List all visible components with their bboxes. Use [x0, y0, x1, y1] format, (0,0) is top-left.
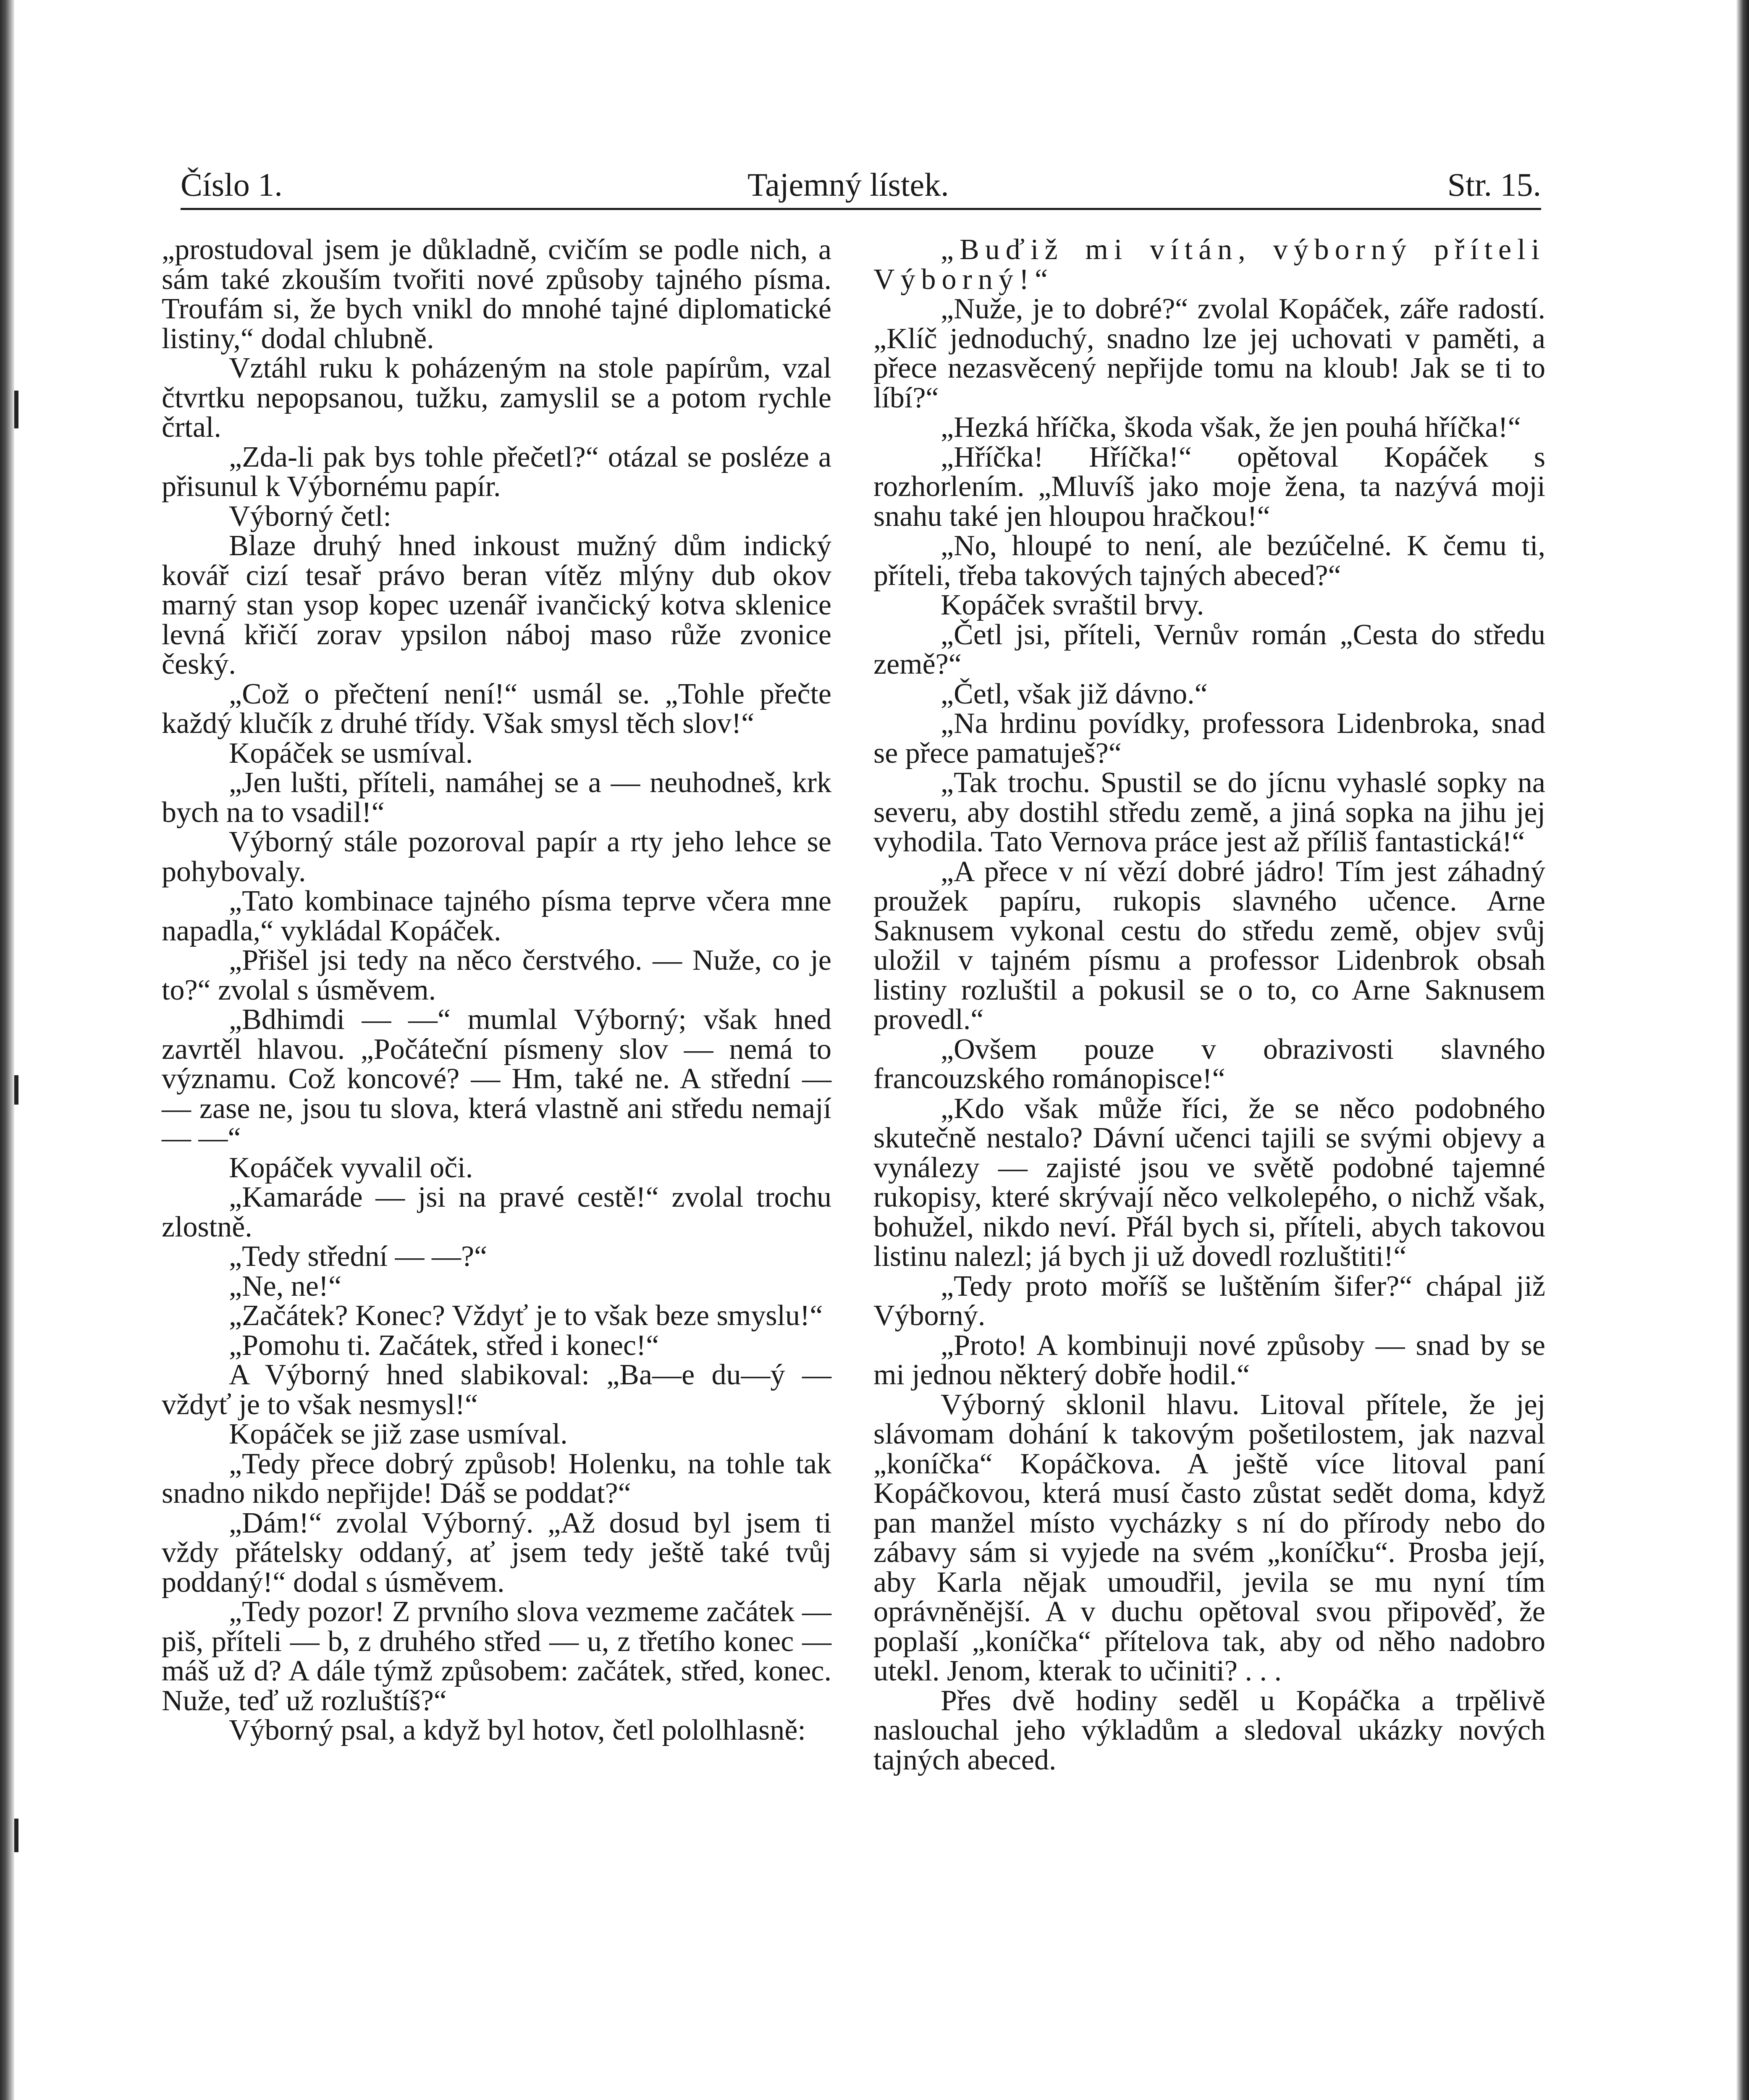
paragraph: „Tak trochu. Spustil se do jícnu vyhaslé sopky na severu, aby dostihl středu země, a jiná sopka na jihu jej vyhodila. Tato Vernova práce jest až příliš fantastická!“: [873, 766, 1545, 858]
paragraph: „A přece v ní vězí dobré jádro! Tím jest záhadný proužek papíru, rukopis slavného učence. Arne Saknusem vykonal cestu do středu země, objev svůj uložil v tajném písmu a professor Lidenbrok obsah listiny rozluštil a pokusil se o to, co Arne Saknusem provedl.“: [873, 855, 1545, 1036]
left-column: [162, 235, 831, 1746]
paragraph: „Ne, ne!“: [229, 1270, 342, 1302]
paragraph: „Četl, však již dávno.“: [941, 677, 1208, 710]
paragraph: Výborný sklonil hlavu. Litoval přítele, že jej slávomam dohání k takovým pošetilostem, jak nazval „koníčka“ Kopáčkova. A ještě více litoval paní Kopáčkovou, která musí často zůstat sedět doma, když pan manžel místo vycházky s ní do přírody nebo do zábavy sám si vyjede na svém „koníčku“. Prosba její, aby Karla nějak umoudřil, jevila se mu nyní tím oprávněnější. A v duchu opětoval svou připověď, že poplaší „koníčka“ přítelova tak, aby od něho nadobro utekl. Jenom, kterak to učiniti? . . .: [873, 1388, 1545, 1687]
paragraph: „Nuže, je to dobré?“ zvolal Kopáček, záře radostí. „Klíč jednoduchý, snadno lze jej uchovati v paměti, a přece nezasvěcený nepřijde tomu na kloub! Jak se ti to líbí?“: [873, 293, 1545, 414]
paragraph: „Zda-li pak bys tohle přečetl?“ otázal se posléze a přisunul k Výbornému papír.: [162, 441, 831, 503]
paragraph: Kopáček vyvalil oči.: [229, 1151, 473, 1184]
scan-edge-left: [0, 0, 14, 2100]
paragraph: Kopáček se usmíval.: [229, 737, 473, 769]
paragraph: „Proto! A kombinuji nové způsoby — snad by se mi jednou některý dobře hodil.“: [873, 1329, 1545, 1391]
paragraph: „Na hrdinu povídky, professora Lidenbroka, snad se přece pamatuješ?“: [873, 707, 1545, 769]
paragraph: „Tedy střední — —?“: [229, 1240, 488, 1273]
paragraph: Kopáček se již zase usmíval.: [229, 1418, 568, 1450]
page-number: Str. 15.: [1447, 166, 1541, 203]
paragraph: „Ovšem pouze v obrazivosti slavného francouzského románopisce!“: [873, 1033, 1545, 1095]
paragraph: „Hříčka! Hříčka!“ opětoval Kopáček s rozhorlením. „Mluvíš jako moje žena, ta nazývá moji snahu také jen hloupou hračkou!“: [873, 441, 1545, 533]
paragraph: „Tato kombinace tajného písma teprve včera mne napadla,“ vykládal Kopáček.: [162, 885, 831, 947]
margin-mark: [14, 1075, 18, 1105]
issue-number: Číslo 1.: [181, 166, 283, 203]
margin-mark: [14, 391, 18, 428]
paragraph: „Což o přečtení není!“ usmál se. „Tohle přečte každý klučík z druhé třídy. Však smysl těch slov!“: [162, 677, 831, 740]
paragraph: „Přišel jsi tedy na něco čerstvého. — Nuže, co je to?“ zvolal s úsměvem.: [162, 944, 831, 1006]
paragraph: Přes dvě hodiny seděl u Kopáčka a trpělivě naslouchal jeho výkladům a sledoval ukázky nových tajných abeced.: [873, 1684, 1545, 1776]
paragraph: „Kdo však může říci, že se něco podobného skutečně nestalo? Dávní učenci tajili se svými objevy a vynálezy — zajisté jsou ve světě podobné tajemné rukopisy, které skrývají něco velkolepého, o nichž však, bohužel, nikdo neví. Přál bych si, příteli, abych takovou listinu nalezl; já bych ji už dovedl rozluštiti!“: [873, 1092, 1545, 1273]
paragraph: „Bdhimdi — —“ mumlal Výborný; však hned zavrtěl hlavou. „Počáteční písmeny slov — nemá to významu. Což koncové? — Hm, také ne. A střední — — zase ne, jsou tu slova, která vlastně ani středu nemají — —“: [162, 1003, 831, 1154]
paragraph: „Hezká hříčka, škoda však, že jen pouhá hříčka!“: [941, 411, 1521, 444]
page-header: [181, 162, 1541, 208]
paragraph: Výborný četl:: [229, 500, 391, 533]
scan-edge-right: [1736, 0, 1749, 2100]
paragraph: A Výborný hned slabikoval: „Ba—e du—ý — vždyť je to však nesmysl!“: [162, 1359, 831, 1421]
paragraph: „Dám!“ zvolal Výborný. „Až dosud byl jsem ti vždy přátelsky oddaný, ať jsem tedy ještě také tvůj poddaný!“ dodal s úsměvem.: [162, 1507, 831, 1599]
paragraph: „Tedy proto moříš se luštěním šifer?“ chápal již Výborný.: [873, 1270, 1545, 1332]
paragraph: „Pomohu ti. Začátek, střed i konec!“: [229, 1329, 659, 1362]
paragraph: „Jen lušti, příteli, namáhej se a — neuhodneš, krk bych na to vsadil!“: [162, 766, 831, 829]
paragraph: Výborný psal, a když byl hotov, četl pololhlasně:: [229, 1714, 806, 1746]
paragraph: Výborný stále pozoroval papír a rty jeho lehce se pohybovaly.: [162, 826, 831, 888]
paragraph: „Začátek? Konec? Vždyť je to však beze smyslu!“: [229, 1299, 823, 1332]
paragraph: „prostudoval jsem je důkladně, cvičím se podle nich, a sám také zkouším tvořiti nové způsoby tajného písma. Troufám si, že bych vnikl do mnohé tajné diplomatické listiny,“ dodal chlubně.: [162, 234, 831, 355]
paragraph: „No, hloupé to není, ale bezúčelné. K čemu ti, příteli, třeba takových tajných abeced?“: [873, 530, 1545, 592]
header-rule: [181, 208, 1541, 210]
paragraph: „Tedy pozor! Z prvního slova vezmeme začátek — piš, příteli — b, z druhého střed — u, z třetího konec — máš už d? A dále týmž způsobem: začátek, střed, konec. Nuže, teď už rozluštíš?“: [162, 1596, 831, 1717]
paragraph: „Tedy přece dobrý způsob! Holenku, na tohle tak snadno nikdo nepřijde! Dáš se poddat?“: [162, 1447, 831, 1509]
paragraph: „Četl jsi, příteli, Vernův román „Cesta do středu země?“: [873, 618, 1545, 680]
running-title: Tajemný lístek.: [747, 166, 949, 203]
paragraph: Kopáček svraštil brvy.: [941, 589, 1204, 621]
right-column: [873, 235, 1545, 1775]
margin-mark: [14, 1819, 18, 1852]
paragraph: „Buďiž mi vítán, výborný příteli Výborný!“: [873, 234, 1545, 296]
paragraph: Vztáhl ruku k poházeným na stole papírům, vzal čtvrtku nepopsanou, tužku, zamyslil se a potom rychle črtal.: [162, 352, 831, 444]
paragraph: „Kamaráde — jsi na pravé cestě!“ zvolal trochu zlostně.: [162, 1181, 831, 1243]
paragraph: Blaze druhý hned inkoust mužný dům indický kovář cizí tesař právo beran vítěz mlýny dub okov marný stan ysop kopec uzenář ivančický kotva sklenice levná křičí zorav ypsilon náboj maso růže zvonice český.: [162, 530, 831, 680]
